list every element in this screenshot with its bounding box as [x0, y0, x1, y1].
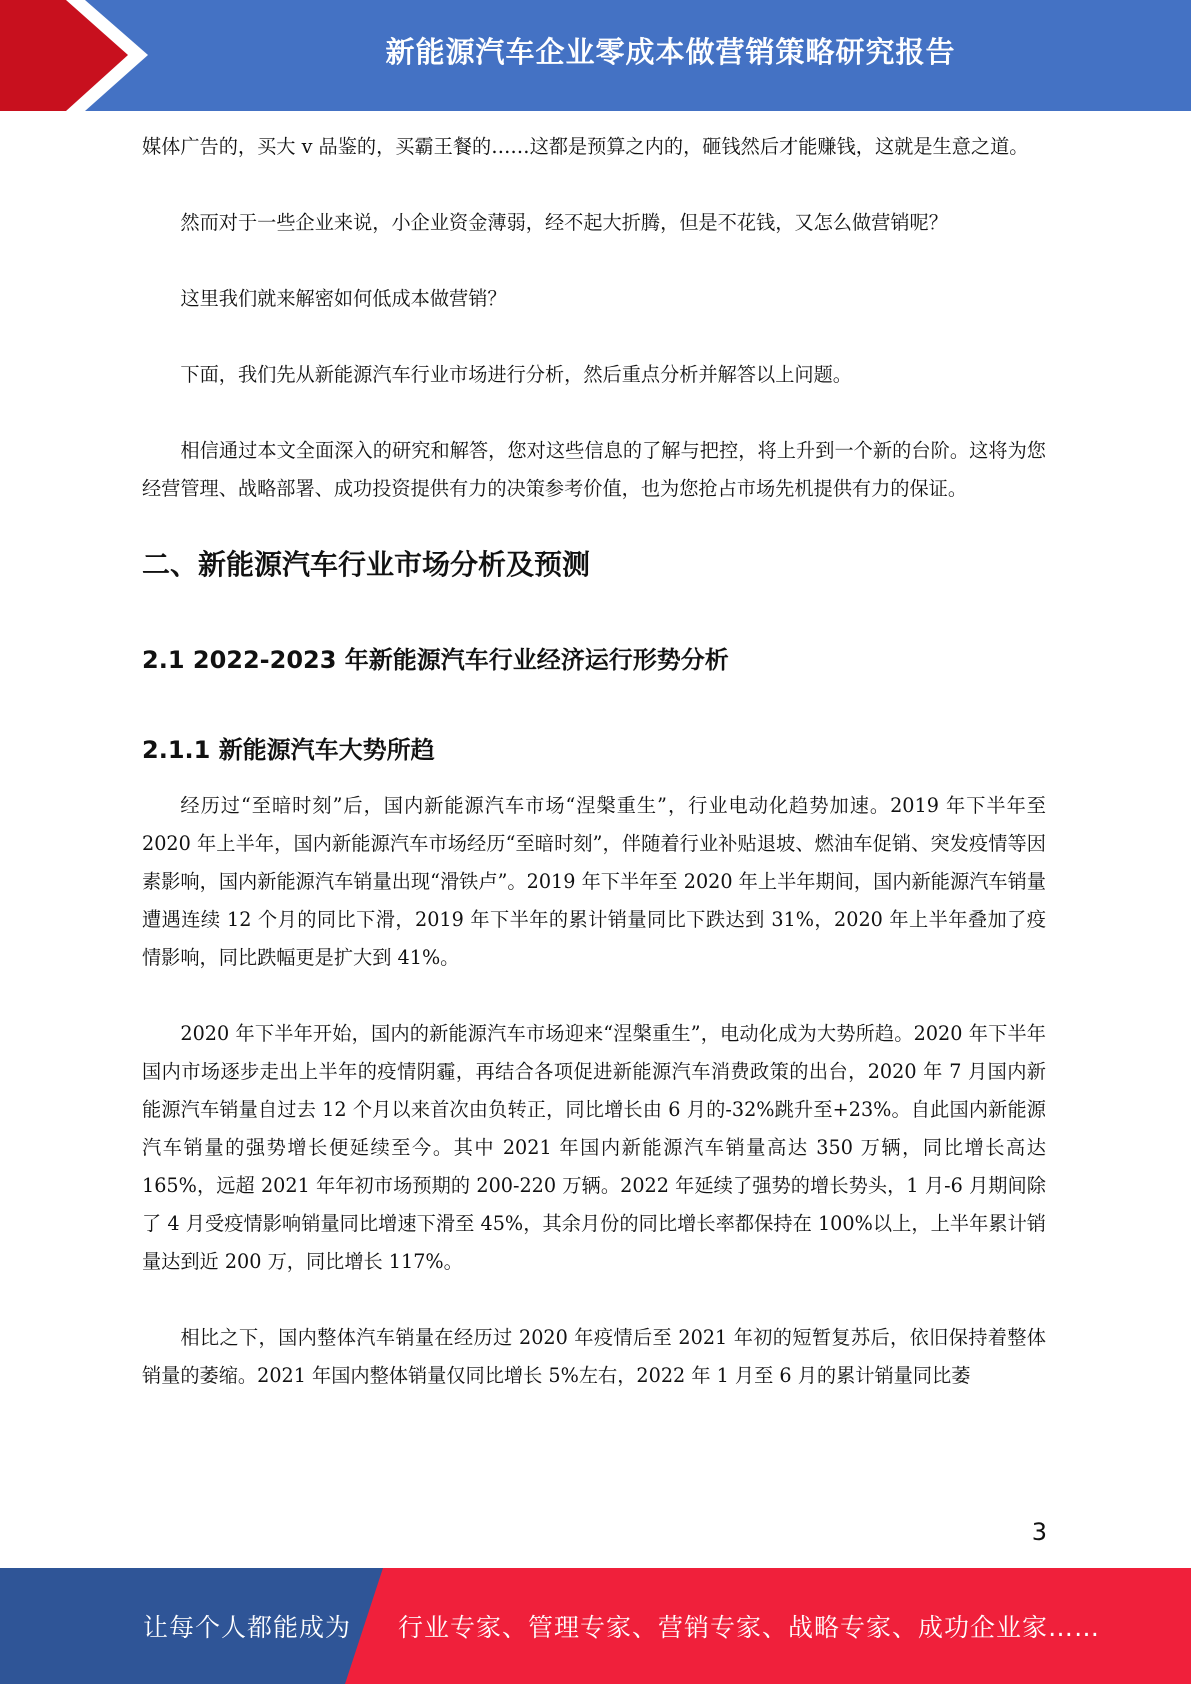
section-heading: 二、新能源汽车行业市场分析及预测 — [142, 548, 591, 581]
paragraph: 这里我们就来解密如何低成本做营销？ — [180, 287, 507, 310]
page-header — [0, 0, 1191, 111]
paragraph: 经历过“至暗时刻”后，国内新能源汽车市场“涅槃重生”，行业电动化趋势加速。2019 年下半年至 2020 年上半年，国内新能源汽车市场经历“至暗时刻”，伴随着行业补贴退坡、燃油车促销、突发疫情等因素影响，国内新能源汽车销量出现“滑铁卢”。2019 年下半年至 2020 年上半年期间，国内新能源汽车销量遭遇连续 12 个月的同比下滑，2019 年下半年的累计销量同比下跌达到 31%，2020 年上半年叠加了疫情影响，同比跌幅更是扩大到 41%。 — [142, 794, 1046, 969]
paragraph: 相比之下，国内整体汽车销量在经历过 2020 年疫情后至 2021 年初的短暂复苏后，依旧保持着整体销量的萎缩。2021 年国内整体销量仅同比增长 5%左右，2022 年 1 月至 6 月的累计销量同比萎 — [142, 1326, 1046, 1387]
document-title: 新能源汽车企业零成本做营销策略研究报告 — [385, 34, 956, 69]
footer-slogan-right: 行业专家、管理专家、营销专家、战略专家、成功企业家…… — [398, 1613, 1101, 1642]
subsubsection-heading: 2.1.1 新能源汽车大势所趋 — [142, 736, 435, 764]
page-number: 3 — [1031, 1518, 1047, 1546]
paragraph: 2020 年下半年开始，国内的新能源汽车市场迎来“涅槃重生”，电动化成为大势所趋。2020 年下半年国内市场逐步走出上半年的疫情阴霾，再结合各项促进新能源汽车消费政策的出台，2020 年 7 月国内新能源汽车销量自过去 12 个月以来首次由负转正，同比增长由 6 月的-32%跳升至+23%。自此国内新能源汽车销量的强势增长便延续至今。其中 2021 年国内新能源汽车销量高达 350 万辆，同比增长高达 165%，远超 2021 年年初市场预期的 200-220 万辆。2022 年延续了强势的增长势头，1 月-6 月期间除了 4 月受疫情影响销量同比增速下滑至 45%，其余月份的同比增长率都保持在 100%以上，上半年累计销量达到近 200 万，同比增长 117%。 — [142, 1022, 1046, 1273]
footer-slogan-left: 让每个人都能成为 — [143, 1613, 352, 1642]
paragraph: 下面，我们先从新能源汽车行业市场进行分析，然后重点分析并解答以上问题。 — [180, 363, 852, 386]
paragraph: 相信通过本文全面深入的研究和解答，您对这些信息的了解与把控，将上升到一个新的台阶。这将为您经营管理、战略部署、成功投资提供有力的决策参考价值，也为您抢占市场先机提供有力的保证。 — [142, 439, 1046, 500]
red-chevron-arrow-icon — [0, 0, 160, 111]
paragraph: 媒体广告的，买大 v 品鉴的，买霸王餐的……这都是预算之内的，砸钱然后才能赚钱，这就是生意之道。 — [142, 135, 1029, 158]
subsection-heading: 2.1 2022-2023 年新能源汽车行业经济运行形势分析 — [142, 646, 729, 674]
page-content — [142, 128, 1046, 1395]
paragraph: 然而对于一些企业来说，小企业资金薄弱，经不起大折腾，但是不花钱，又怎么做营销呢？ — [180, 211, 948, 234]
page-footer — [0, 1568, 1191, 1684]
